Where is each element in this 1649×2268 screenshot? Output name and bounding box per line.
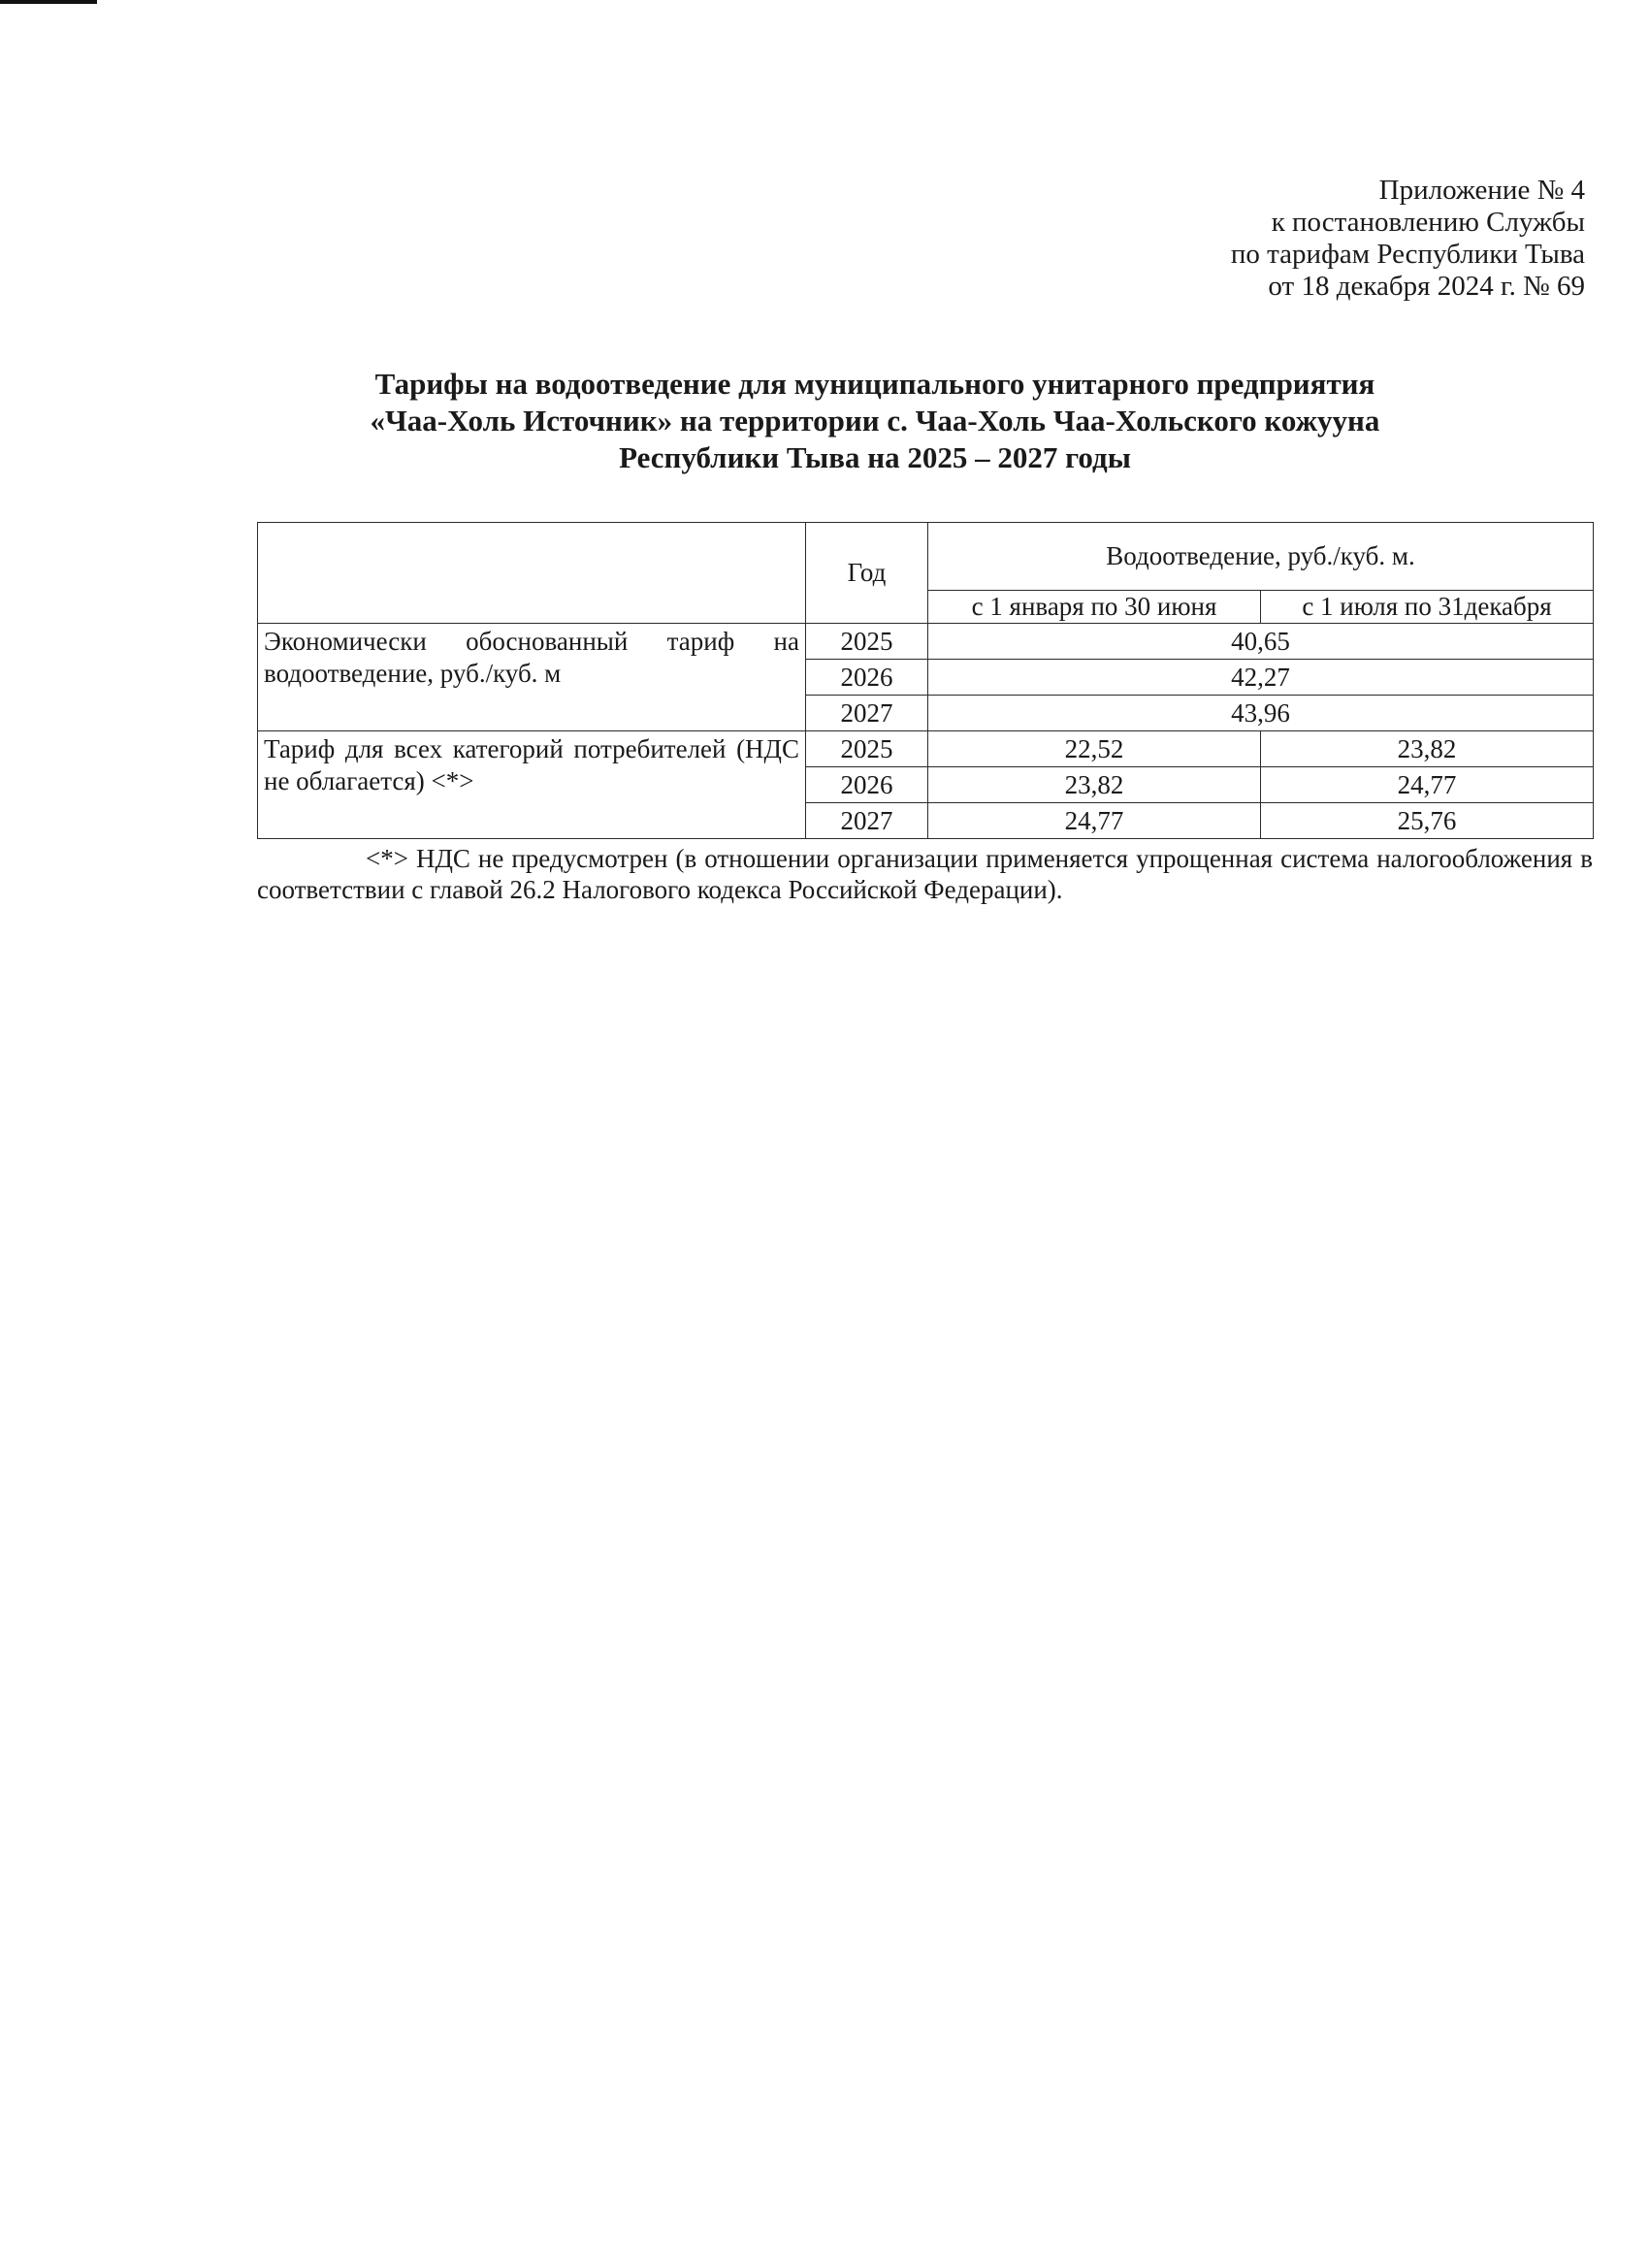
scan-edge-mark: [0, 0, 97, 4]
year-cell: 2025: [806, 624, 928, 660]
economic-tariff-value: 43,96: [928, 696, 1594, 731]
appendix-line-resolution: к постановлению Службы: [1271, 207, 1585, 238]
table-row: [258, 731, 1594, 767]
year-cell: 2027: [806, 803, 928, 839]
consumer-tariff-first-half: 24,77: [928, 803, 1261, 839]
appendix-reference: [1231, 175, 1585, 303]
header-period-second-half: с 1 июля по 31декабря: [1261, 591, 1594, 624]
vat-footnote: <*> НДС не предусмотрен (в отношении организации применяется упрощенная система налогообложения в соответствии с главой 26.2 Налогового кодекса Российской Федерации).: [257, 844, 1593, 904]
year-cell: 2025: [806, 731, 928, 767]
consumer-tariff-label: Тариф для всех категорий потребителей (НДС не облагается) <*>: [258, 731, 806, 839]
header-period-first-half: с 1 января по 30 июня: [928, 591, 1261, 624]
header-wastewater: Водоотведение, руб./куб. м.: [928, 523, 1594, 591]
title-line-1: Тарифы на водоотведение для муниципального унитарного предприятия: [374, 367, 1375, 401]
header-empty-cell: [258, 523, 806, 624]
year-cell: 2027: [806, 696, 928, 731]
year-cell: 2026: [806, 660, 928, 696]
consumer-tariff-second-half: 25,76: [1261, 803, 1594, 839]
table-row: [258, 624, 1594, 660]
appendix-line-number: Приложение № 4: [1378, 175, 1585, 206]
consumer-tariff-first-half: 22,52: [928, 731, 1261, 767]
economic-tariff-value: 40,65: [928, 624, 1594, 660]
title-line-3: Республики Тыва на 2025 – 2027 годы: [619, 440, 1131, 474]
tariff-table: [257, 522, 1594, 839]
title-line-2: «Чаа-Холь Источник» на территории с. Чаа-Холь Чаа-Хольского кожууна: [370, 404, 1380, 437]
economic-tariff-label: Экономически обоснованный тариф на водоотведение, руб./куб. м: [258, 624, 806, 731]
appendix-line-service: по тарифам Республики Тыва: [1230, 239, 1585, 270]
consumer-tariff-first-half: 23,82: [928, 767, 1261, 803]
table-header-row: [258, 523, 1594, 591]
consumer-tariff-second-half: 24,77: [1261, 767, 1594, 803]
header-year: Год: [806, 523, 928, 624]
consumer-tariff-second-half: 23,82: [1261, 731, 1594, 767]
appendix-line-date: от 18 декабря 2024 г. № 69: [1268, 271, 1585, 302]
document-title: [252, 366, 1498, 476]
year-cell: 2026: [806, 767, 928, 803]
economic-tariff-value: 42,27: [928, 660, 1594, 696]
